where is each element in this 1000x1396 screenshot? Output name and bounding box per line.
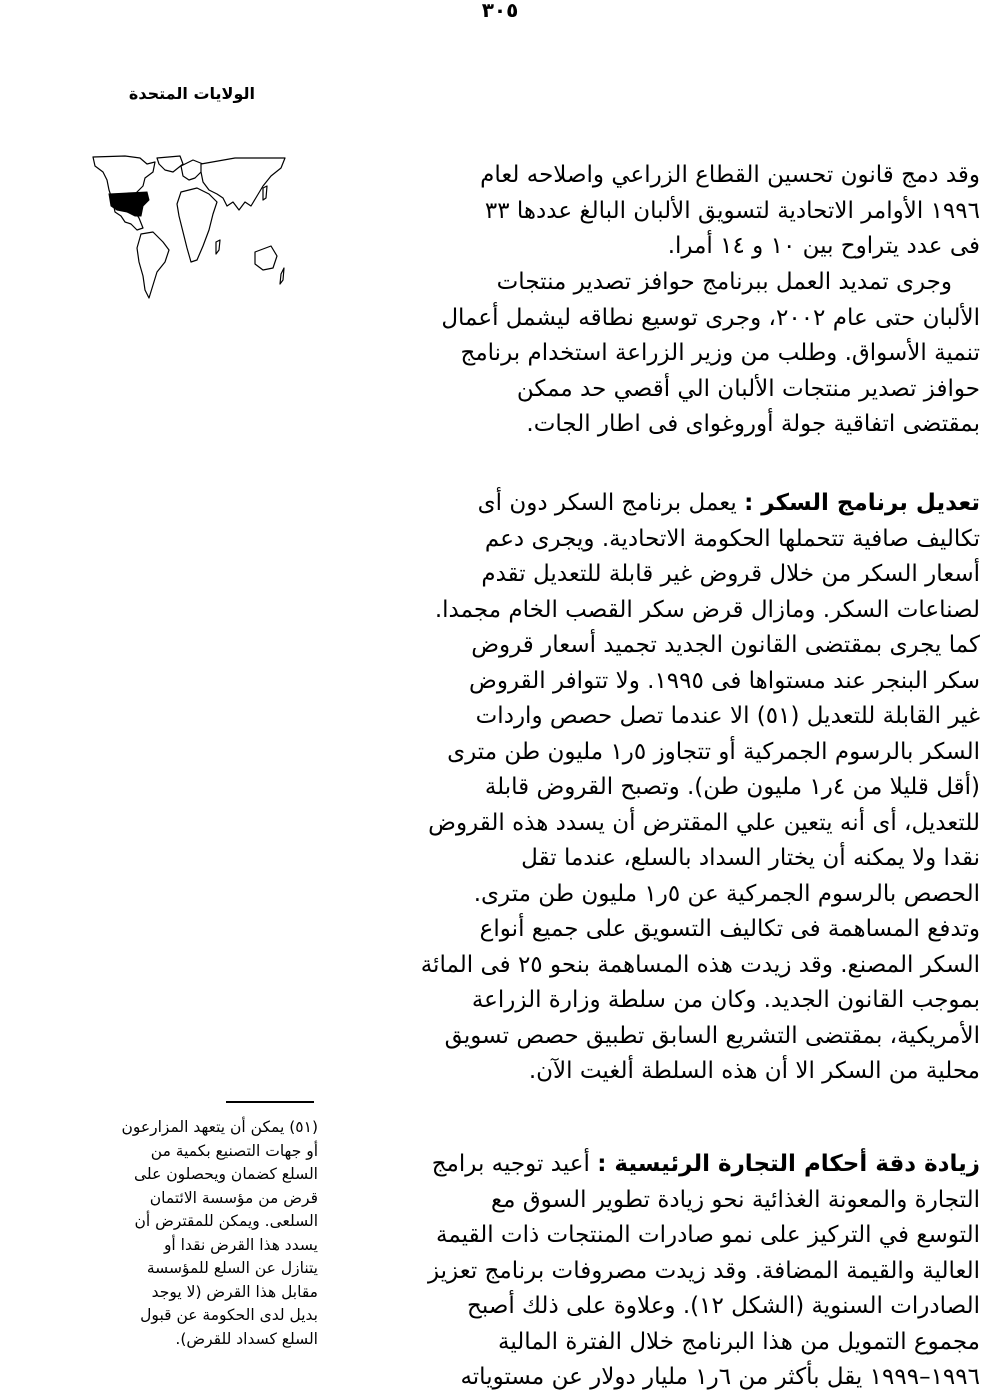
footnote-line: السلع كضمان ويحصلون على (134, 1165, 318, 1183)
section-heading: زيادة دقة أحكام التجارة الرئيسية : (597, 1151, 980, 1177)
text-line: للتعديل، أى أنه يتعين علي المقترض أن يسدد هذه القروض (428, 809, 980, 836)
footnote-line: قرض من مؤسسة الائتمان (149, 1188, 318, 1207)
text-line: تنمية الأسواق. وطلب من وزير الزراعة استخدام برنامج (460, 340, 980, 366)
text-line: حوافز تصدير منتجات الألبان الي أقصي حد ممكن (516, 375, 980, 402)
world-map-icon (85, 150, 290, 300)
sidebar-country-title: الولايات المتحدة (128, 84, 255, 103)
footnote-line: يسدد هذا القرض نقدا أو (163, 1235, 318, 1254)
section-trade-provisions (368, 1147, 980, 1396)
footnote-line: مقابل هذا القرض (لا يوجد (151, 1282, 318, 1301)
text-line: بمقتضى اتفاقية جولة أوروغواى فى اطار الجات. (526, 411, 980, 437)
text-line: الألبان حتى عام ٢٠٠٢، وجرى توسيع نطاقه ليشمل أعمال (441, 304, 980, 331)
text-line: محلية من السكر الا أن هذه السلطة ألغيت الآن. (528, 1058, 980, 1084)
text-line: وتدفع المساهمة فى تكاليف التسويق على جميع أنواع (479, 916, 980, 942)
text-line: فى عدد يتراوح بين ١٠ و ١٤ أمرا. (667, 233, 980, 259)
text-line: كما يجرى بمقتضى القانون الجديد تجميد أسعار قروض (471, 632, 980, 658)
page-number: ٣٠٥ (481, 0, 519, 22)
text-line: السكر بالرسوم الجمركية أو تتجاوز ٥ر١ مليون طن مترى (447, 738, 980, 765)
text-line: نقدا ولا يمكنه أن يختار السداد بالسلع، عندما تقل (521, 845, 980, 871)
footnote-51 (78, 1116, 318, 1351)
footnote-line: السلع كسداد للقرض). (175, 1329, 318, 1348)
text-line: تكاليف صافية تتحملها الحكومة الاتحادية. ويجرى دعم (484, 525, 980, 552)
section-sugar-program (368, 486, 980, 1090)
footnote-line: أو جهات التصنيع بكمية من (150, 1141, 318, 1160)
text-line: زيادة دقة أحكام التجارة الرئيسية : أعيد توجيه برامج (431, 1151, 980, 1177)
text-line: الأمريكية، بمقتضى التشريع السابق تطبيق حصص تسويق (444, 1022, 980, 1049)
text-line: ١٩٩٦ الأوامر الاتحادية لتسويق الألبان البالغ عددها ٣٣ (484, 197, 980, 224)
text-line: الصادرات السنوية (الشكل ١٢). وعلاوة على ذلك أصبح (467, 1293, 980, 1319)
text-line: وقد دمج قانون تحسين القطاع الزراعي واصلاحه لعام (480, 162, 980, 188)
text-line: العالية والقيمة المضافة. وقد زيدت مصروفات برنامج تعزيز (427, 1257, 980, 1284)
text-line: لصناعات السكر. ومازال قرض سكر القصب الخام مجمدا. (434, 596, 980, 623)
section-dairy-export (368, 265, 980, 443)
text-line: ١٩٩٦–١٩٩٩ يقل بأكثر من ٦ر١ مليار دولار عن مستوياته (460, 1364, 980, 1390)
text-line: أسعار السكر من خلال قروض غير قابلة للتعديل تقدم (481, 561, 980, 587)
text-line: غير القابلة للتعديل (٥١) الا عندما تصل حصص واردات (475, 703, 980, 729)
footnote-line: بديل لدى الحكومة عن قبول (140, 1306, 318, 1324)
text-line: تعديل برنامج السكر : يعمل برنامج السكر دون أى (477, 490, 980, 516)
text-line: سكر البنجر عند مستواها فى ١٩٩٥. ولا تتوافر القروض (469, 667, 980, 694)
text-line: وجرى تمديد العمل ببرنامج حوافز تصدير منتجات (496, 269, 952, 295)
text-line: التوسع في التركيز على نمو صادرات المنتجات ذات القيمة (436, 1222, 980, 1248)
text-line: التجارة والمعونة الغذائية نحو زيادة تطوير السوق مع (490, 1186, 980, 1213)
section-dairy-law (368, 158, 980, 265)
text-line: بموجب القانون الجديد. وكان من سلطة وزارة الزراعة (471, 987, 980, 1013)
text-line: (أقل قليلا من ٤ر١ مليون طن). وتصبح القروض قابلة (484, 774, 980, 800)
section-heading: تعديل برنامج السكر : (744, 490, 980, 516)
text-line: مجموع التمويل من هذا البرنامج خلال الفترة المالية (498, 1328, 980, 1355)
footnote-line: يتنازل عن السلع للمؤسسة (146, 1259, 318, 1277)
footnote-line: (٥١) يمكن أن يتعهد المزارعون (121, 1118, 318, 1136)
footnote-divider (226, 1101, 314, 1103)
text-line: السكر المصنع. وقد زيدت هذه المساهمة بنحو ٢٥ فى المائة (420, 951, 980, 978)
text-line: الحصص بالرسوم الجمركية عن ٥ر١ مليون طن مترى. (473, 880, 980, 907)
footnote-line: السلعى. ويمكن للمقترض أن (134, 1212, 318, 1230)
